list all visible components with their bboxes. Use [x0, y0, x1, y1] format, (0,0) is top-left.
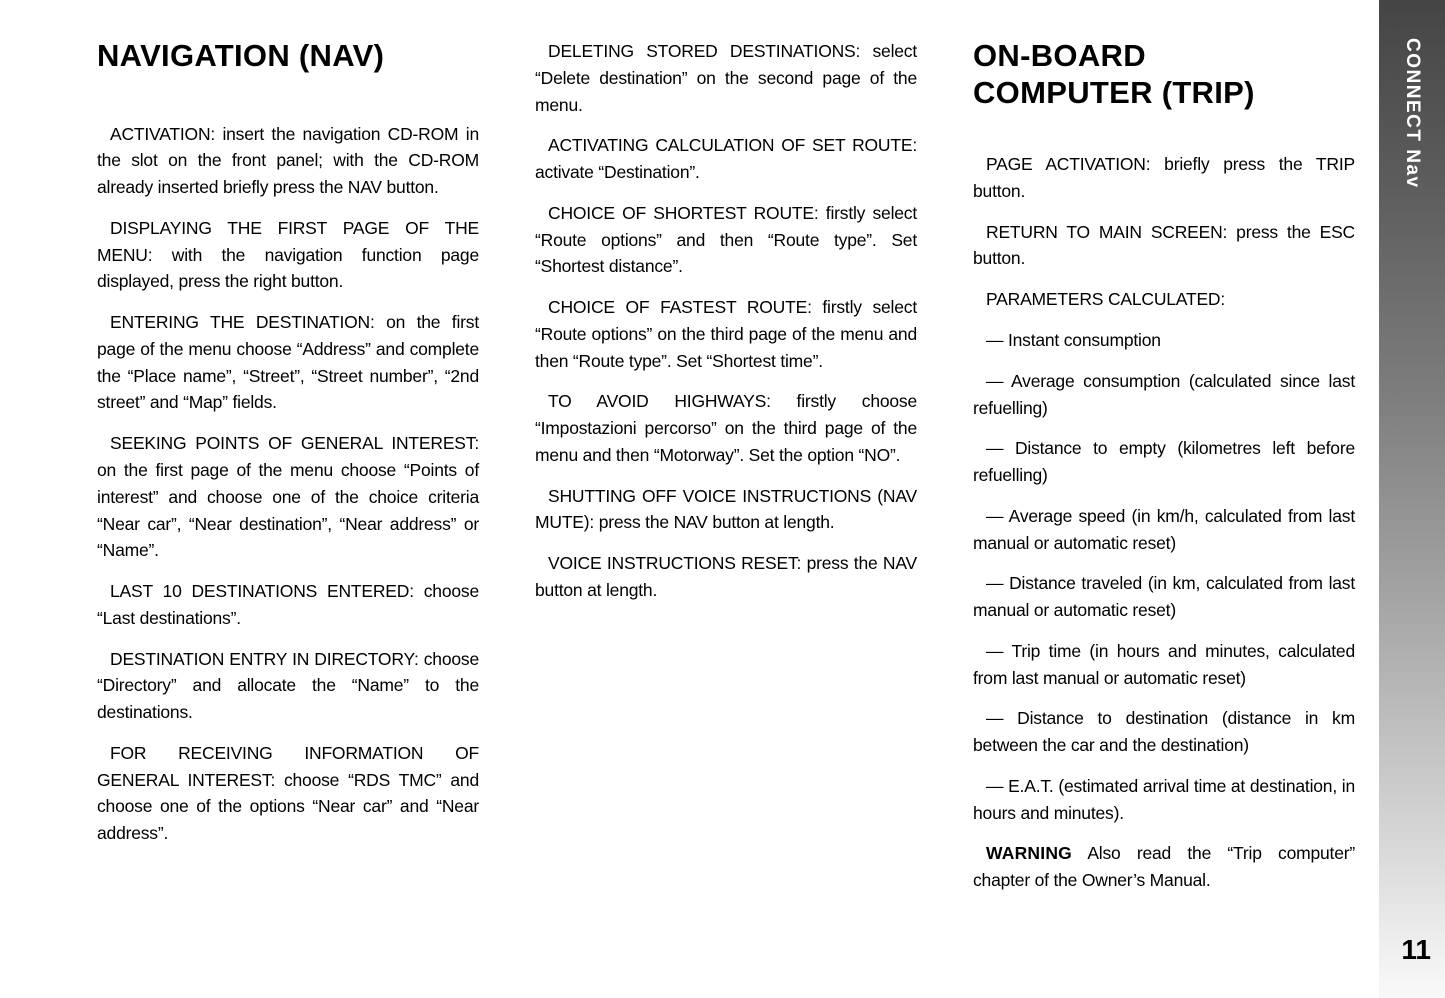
paragraph-destination-entry-directory: DESTINATION ENTRY IN DIRECTORY: choose “Directory” and allocate the “Name” to the destinations. [97, 648, 479, 723]
paragraph-entering-destination: ENTERING THE DESTINATION: on the first page of the menu choose “Address” and complete the “Place name”, “Street”, “Street number”, “2nd street” and “Map” fields. [97, 312, 479, 413]
paragraph-displaying-first-page: DISPLAYING THE FIRST PAGE OF THE MENU: with the navigation function page displayed, press the right button. [97, 217, 479, 292]
list-item-average-speed: — Average speed (in km/h, calculated from last manual or automatic reset) [973, 505, 1355, 553]
paragraph-shortest-route: CHOICE OF SHORTEST ROUTE: firstly select “Route options” and then “Route type”. Set “Shortest distance”. [535, 202, 917, 277]
heading-navigation-nav: NAVIGATION (NAV) [97, 38, 385, 73]
list-item-instant-consumption: — Instant consumption [986, 329, 1161, 350]
warning-paragraph [973, 840, 1355, 894]
column-navigation [97, 38, 479, 894]
list-item-average-consumption: — Average consumption (calculated since last refuelling) [973, 370, 1355, 418]
paragraph-receiving-information: FOR RECEIVING INFORMATION OF GENERAL INTEREST: choose “RDS TMC” and choose one of the options “Near car” and “Near address”. [97, 742, 479, 844]
paragraph-return-main-screen: RETURN TO MAIN SCREEN: press the ESC button. [973, 221, 1355, 269]
list-item-distance-to-destination: — Distance to destination (distance in km between the car and the destination) [973, 708, 1355, 756]
paragraph-seeking-points: SEEKING POINTS OF GENERAL INTEREST: on the first page of the menu choose “Points of interest” and choose one of the choice criteria “Near car”, “Near destination”, “Near address” or “Name”. [97, 433, 479, 561]
column-navigation-continued [535, 38, 917, 894]
paragraph-last-10-destinations: LAST 10 DESTINATIONS ENTERED: choose “Last destinations”. [97, 581, 479, 628]
sidebar-section-label: CONNECT Nav [1402, 38, 1423, 189]
warning-label: WARNING [986, 843, 1072, 864]
list-item-eat: — E.A.T. (estimated arrival time at destination, in hours and minutes). [973, 775, 1355, 823]
paragraph-activating-calculation: ACTIVATING CALCULATION OF SET ROUTE: activate “Destination”. [535, 135, 917, 183]
list-item-distance-to-empty: — Distance to empty (kilometres left before refuelling) [973, 438, 1355, 486]
page-content [97, 38, 1355, 894]
paragraph-activation: ACTIVATION: insert the navigation CD-ROM in the slot on the front panel; with the CD-ROM already inserted briefly press the NAV button. [97, 123, 479, 198]
heading-onboard-computer: ON-BOARD COMPUTER (TRIP) [973, 38, 1255, 110]
list-item-trip-time: — Trip time (in hours and minutes, calculated from last manual or automatic reset) [973, 640, 1355, 688]
paragraph-page-activation: PAGE ACTIVATION: briefly press the TRIP button. [973, 154, 1355, 201]
paragraph-parameters-calculated: PARAMETERS CALCULATED: [986, 289, 1226, 310]
list-item-distance-traveled: — Distance traveled (in km, calculated from last manual or automatic reset) [973, 573, 1355, 621]
sidebar-gradient-tab [1379, 0, 1445, 998]
paragraph-avoid-highways: TO AVOID HIGHWAYS: firstly choose “Impostazioni percorso” on the third page of the menu and then “Motorway”. Set the option “NO”. [535, 391, 917, 465]
page-number: 11 [1401, 934, 1431, 965]
column-onboard-computer [973, 38, 1355, 894]
paragraph-fastest-route: CHOICE OF FASTEST ROUTE: firstly select “Route options” on the third page of the menu and then “Route type”. Set “Shortest time”. [535, 297, 917, 371]
warning-text: Also read the “Trip computer” chapter of the Owner’s Manual. [973, 843, 1356, 891]
paragraph-deleting-stored: DELETING STORED DESTINATIONS: select “Delete destination” on the second page of the menu. [535, 41, 917, 115]
paragraph-shutting-off-voice: SHUTTING OFF VOICE INSTRUCTIONS (NAV MUTE): press the NAV button at length. [535, 485, 917, 533]
paragraph-voice-reset: VOICE INSTRUCTIONS RESET: press the NAV button at length. [535, 553, 917, 601]
